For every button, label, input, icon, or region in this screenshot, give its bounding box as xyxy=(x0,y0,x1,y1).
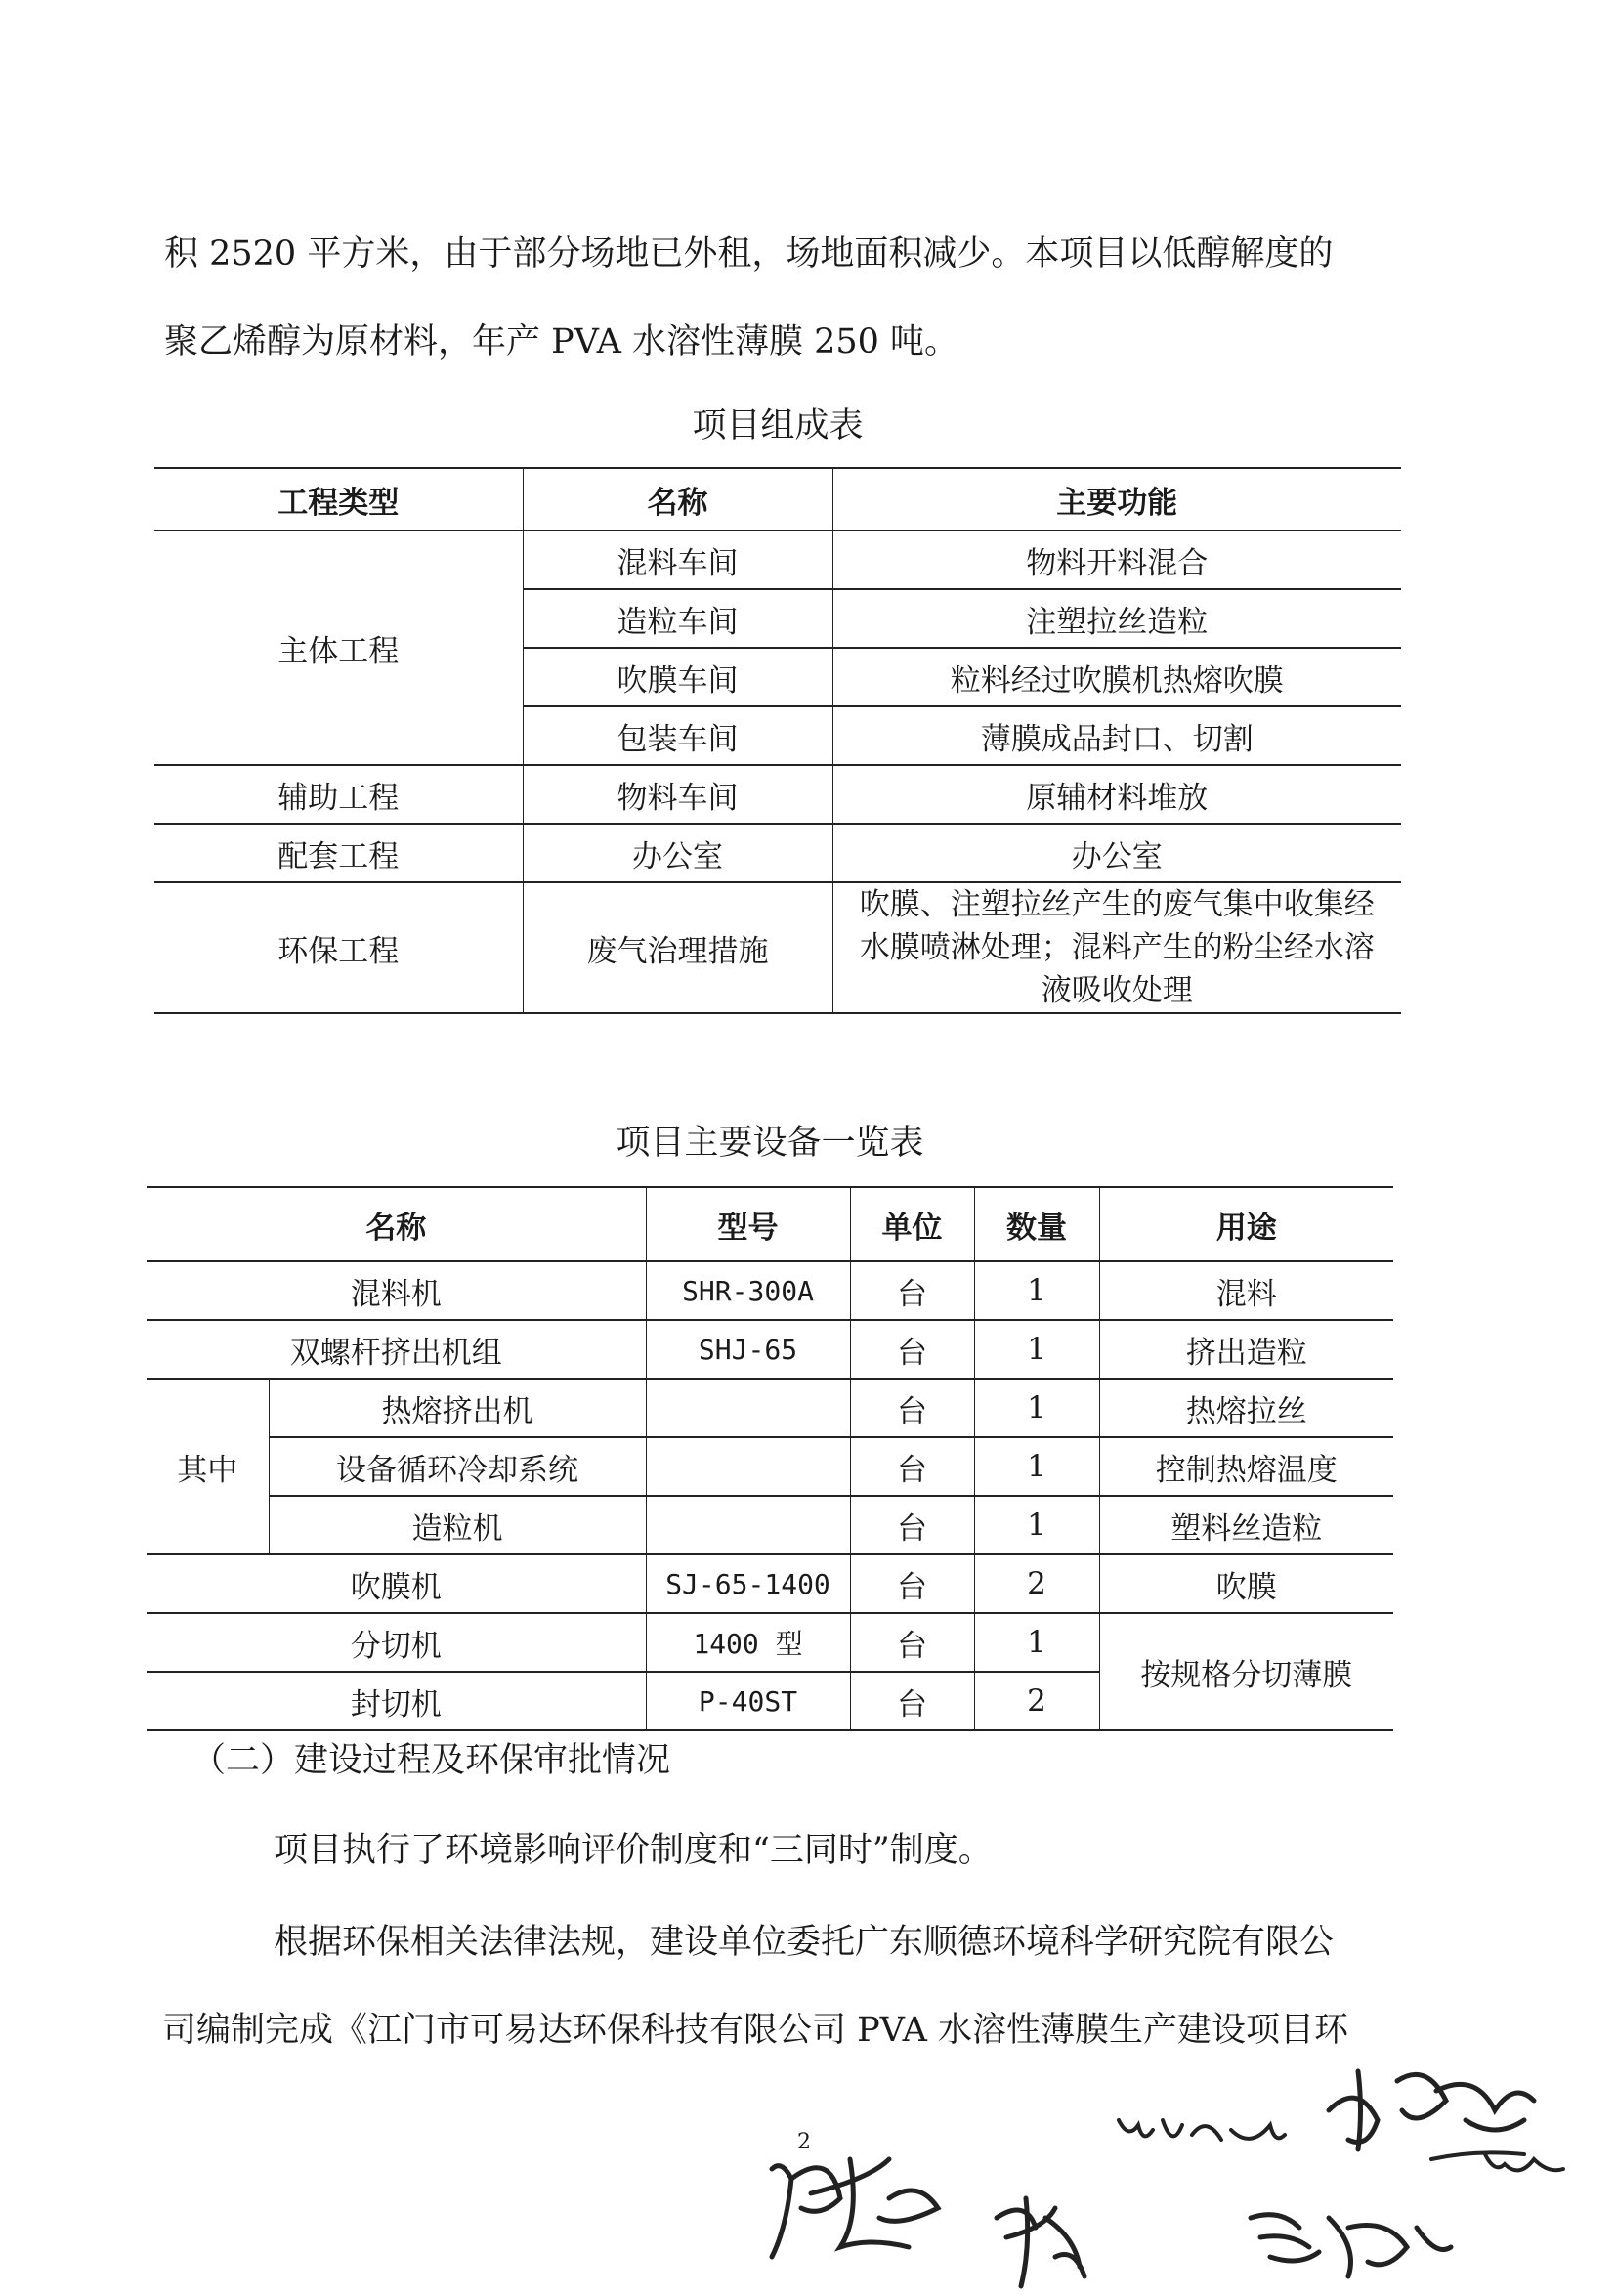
table-row xyxy=(154,765,1401,824)
function-line: 水膜喷淋处理；混料产生的粉尘经水溶 xyxy=(859,930,1375,965)
handwritten-signature xyxy=(1114,2101,1290,2169)
unit-cell: 台 xyxy=(850,1320,974,1379)
function-cell: 物料开料混合 xyxy=(832,531,1401,589)
unit-cell: 台 xyxy=(850,1672,974,1730)
name-cell: 物料车间 xyxy=(523,765,832,824)
handwritten-signature xyxy=(1241,2189,1466,2286)
function-line: 液吸收处理 xyxy=(1041,973,1193,1008)
qty-cell: 1 xyxy=(974,1437,1099,1496)
equipment-name-cell: 设备循环冷却系统 xyxy=(269,1437,646,1496)
col-header: 数量 xyxy=(974,1187,1099,1261)
function-cell-multiline xyxy=(832,882,1401,1013)
function-cell: 薄膜成品封口、切割 xyxy=(832,706,1401,765)
qty-cell: 1 xyxy=(974,1320,1099,1379)
project-composition-table xyxy=(154,467,1401,1014)
unit-cell: 台 xyxy=(850,1613,974,1672)
col-header: 主要功能 xyxy=(832,468,1401,531)
table-row xyxy=(154,824,1401,882)
model-cell: SJ-65-1400 xyxy=(646,1554,850,1613)
table-header-row xyxy=(154,468,1401,531)
model-cell xyxy=(646,1496,850,1554)
table-row xyxy=(147,1554,1393,1613)
col-header: 单位 xyxy=(850,1187,974,1261)
table-row xyxy=(147,1496,1393,1554)
unit-cell: 台 xyxy=(850,1379,974,1437)
project-type-cell: 主体工程 xyxy=(154,531,523,765)
qty-cell: 2 xyxy=(974,1554,1099,1613)
equipment-name-cell: 混料机 xyxy=(147,1261,646,1320)
project-type-cell: 配套工程 xyxy=(154,824,523,882)
name-cell: 包装车间 xyxy=(523,706,832,765)
use-cell: 热熔拉丝 xyxy=(1099,1379,1393,1437)
use-cell: 塑料丝造粒 xyxy=(1099,1496,1393,1554)
handwritten-signature xyxy=(752,2140,948,2267)
model-cell: SHR-300A xyxy=(646,1261,850,1320)
use-cell-merged: 按规格分切薄膜 xyxy=(1099,1613,1393,1730)
table-row xyxy=(147,1613,1393,1672)
section-paragraph-2-line-2: 司编制完成《江门市可易达环保科技有限公司 PVA 水溶性薄膜生产建设项目环 xyxy=(162,2011,1348,2050)
project-type-cell: 环保工程 xyxy=(154,882,523,1013)
unit-cell: 台 xyxy=(850,1437,974,1496)
use-cell: 挤出造粒 xyxy=(1099,1320,1393,1379)
col-header: 名称 xyxy=(147,1187,646,1261)
name-cell: 造粒车间 xyxy=(523,589,832,648)
col-header: 型号 xyxy=(646,1187,850,1261)
table2-caption: 项目主要设备一览表 xyxy=(616,1124,924,1163)
function-cell: 粒料经过吹膜机热熔吹膜 xyxy=(832,648,1401,706)
model-cell: 1400 型 xyxy=(646,1613,850,1672)
table-row xyxy=(154,882,1401,1013)
equipment-table xyxy=(147,1186,1393,1731)
section-heading: （二）建设过程及环保审批情况 xyxy=(191,1741,671,1780)
name-cell: 办公室 xyxy=(523,824,832,882)
intro-line-1: 积 2520 平方米，由于部分场地已外租，场地面积减少。本项目以低醇解度的 xyxy=(164,234,1334,274)
name-cell: 吹膜车间 xyxy=(523,648,832,706)
equipment-name-cell: 吹膜机 xyxy=(147,1554,646,1613)
model-cell xyxy=(646,1437,850,1496)
function-cell: 办公室 xyxy=(832,824,1401,882)
model-cell: P-40ST xyxy=(646,1672,850,1730)
qty-cell: 1 xyxy=(974,1496,1099,1554)
section-paragraph-2-line-1: 根据环保相关法律法规，建设单位委托广东顺德环境科学研究院有限公 xyxy=(274,1923,1335,1962)
handwritten-signature xyxy=(1426,2140,1573,2189)
model-cell xyxy=(646,1379,850,1437)
table1-caption: 项目组成表 xyxy=(692,406,864,446)
name-cell: 混料车间 xyxy=(523,531,832,589)
table-row xyxy=(147,1437,1393,1496)
unit-cell: 台 xyxy=(850,1554,974,1613)
use-cell: 混料 xyxy=(1099,1261,1393,1320)
col-header: 名称 xyxy=(523,468,832,531)
section-paragraph-1: 项目执行了环境影响评价制度和“三同时”制度。 xyxy=(274,1831,993,1870)
page-number: 2 xyxy=(797,2130,811,2154)
unit-cell: 台 xyxy=(850,1261,974,1320)
table-row xyxy=(147,1261,1393,1320)
equipment-name-cell: 双螺杆挤出机组 xyxy=(147,1320,646,1379)
table-header-row xyxy=(147,1187,1393,1261)
equipment-name-cell: 封切机 xyxy=(147,1672,646,1730)
unit-cell: 台 xyxy=(850,1496,974,1554)
name-cell: 废气治理措施 xyxy=(523,882,832,1013)
table-row xyxy=(147,1379,1393,1437)
col-header: 工程类型 xyxy=(154,468,523,531)
handwritten-signature xyxy=(987,2179,1094,2296)
qty-cell: 1 xyxy=(974,1261,1099,1320)
intro-line-2: 聚乙烯醇为原材料，年产 PVA 水溶性薄膜 250 吨。 xyxy=(164,322,959,361)
equipment-name-cell: 分切机 xyxy=(147,1613,646,1672)
function-cell: 注塑拉丝造粒 xyxy=(832,589,1401,648)
group-label-cell: 其中 xyxy=(147,1379,269,1554)
qty-cell: 1 xyxy=(974,1379,1099,1437)
qty-cell: 2 xyxy=(974,1672,1099,1730)
table-row xyxy=(154,531,1401,589)
table-row xyxy=(147,1320,1393,1379)
use-cell: 控制热熔温度 xyxy=(1099,1437,1393,1496)
use-cell: 吹膜 xyxy=(1099,1554,1393,1613)
function-line: 吹膜、注塑拉丝产生的废气集中收集经 xyxy=(859,887,1375,922)
equipment-name-cell: 热熔挤出机 xyxy=(269,1379,646,1437)
equipment-name-cell: 造粒机 xyxy=(269,1496,646,1554)
model-cell: SHJ-65 xyxy=(646,1320,850,1379)
project-type-cell: 辅助工程 xyxy=(154,765,523,824)
qty-cell: 1 xyxy=(974,1613,1099,1672)
function-cell: 原辅材料堆放 xyxy=(832,765,1401,824)
col-header: 用途 xyxy=(1099,1187,1393,1261)
